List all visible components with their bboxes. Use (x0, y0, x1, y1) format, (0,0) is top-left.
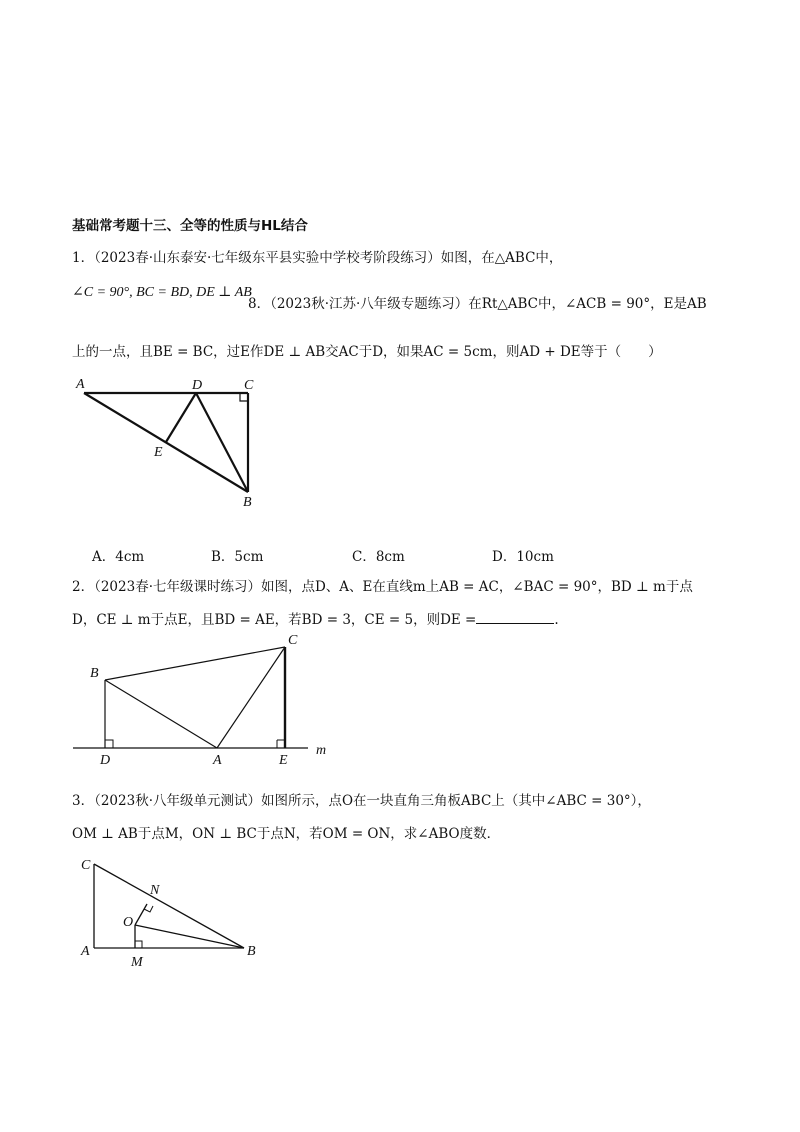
q2-line1: 2．（2023春·七年级课时练习）如图，点D、A、E在直线m上AB = AC，∠BAC = 90°，BD ⊥ m于点 (72, 579, 693, 595)
q1-line3: 上的一点，且BE = BC，过E作DE ⊥ AB交AC于D，如果AC = 5cm，则AD + DE等于（ ） (72, 344, 662, 360)
segment-on (135, 904, 147, 925)
segment-bc (105, 647, 285, 680)
label-d: D (100, 753, 111, 768)
label-b: B (90, 666, 99, 681)
q2-answer-blank[interactable] (476, 611, 554, 624)
label-o: O (123, 915, 134, 930)
q1-line1: 1．（2023春·山东泰安·七年级东平县实验中学校考阶段练习）如图，在△ABC中， (72, 250, 563, 266)
q1-line2-overlay: 8．（2023秋·江苏·八年级专题练习）在Rt△ABC中，∠ACB = 90°，E是AB (248, 296, 707, 312)
q3-figure (78, 852, 268, 972)
segment-cb (94, 864, 244, 948)
label-d: D (192, 378, 203, 393)
segment-ab (84, 393, 248, 492)
label-m: M (131, 955, 143, 970)
label-b: B (247, 944, 256, 959)
label-a: A (81, 944, 90, 959)
segment-ba (105, 680, 217, 748)
segment-ac (217, 647, 285, 748)
label-a: A (76, 377, 85, 392)
q1-option-a: A．4cm (92, 549, 145, 565)
q1-option-b: B．5cm (211, 549, 264, 565)
label-c: C (81, 858, 91, 873)
label-a: A (213, 753, 222, 768)
segment-ob (135, 925, 244, 948)
label-n: N (150, 883, 160, 898)
q1-option-d: D．10cm (492, 549, 554, 565)
q2-line2 (72, 608, 559, 628)
q1-figure (70, 372, 270, 512)
label-c: C (288, 633, 298, 648)
label-e: E (279, 753, 288, 768)
segment-de (166, 393, 196, 442)
right-angle-mark-e (277, 740, 285, 748)
section-title: 基础常考题十三、全等的性质与HL结合 (72, 218, 308, 234)
q3-line2: OM ⊥ AB于点M，ON ⊥ BC于点N，若OM = ON，求∠ABO度数． (72, 826, 501, 842)
q2-line2-end: . (554, 612, 559, 628)
right-angle-mark-c (240, 393, 248, 401)
label-c: C (244, 378, 254, 393)
q2-figure (70, 630, 350, 770)
right-angle-mark-d (105, 740, 113, 748)
label-e: E (154, 445, 163, 460)
q1-line2-math: ∠C = 90°, BC = BD, DE ⊥ AB (72, 285, 252, 300)
label-b: B (243, 495, 252, 510)
q1-option-c: C．8cm (352, 549, 405, 565)
right-angle-mark-m (135, 941, 142, 948)
q2-line2-text: D，CE ⊥ m于点E，且BD = AE，若BD = 3，CE = 5，则DE = (72, 612, 477, 628)
q3-line1: 3．（2023秋·八年级单元测试）如图所示，点O在一块直角三角板ABC上（其中∠ABC = 30°）， (72, 793, 651, 809)
label-m: m (316, 743, 327, 758)
